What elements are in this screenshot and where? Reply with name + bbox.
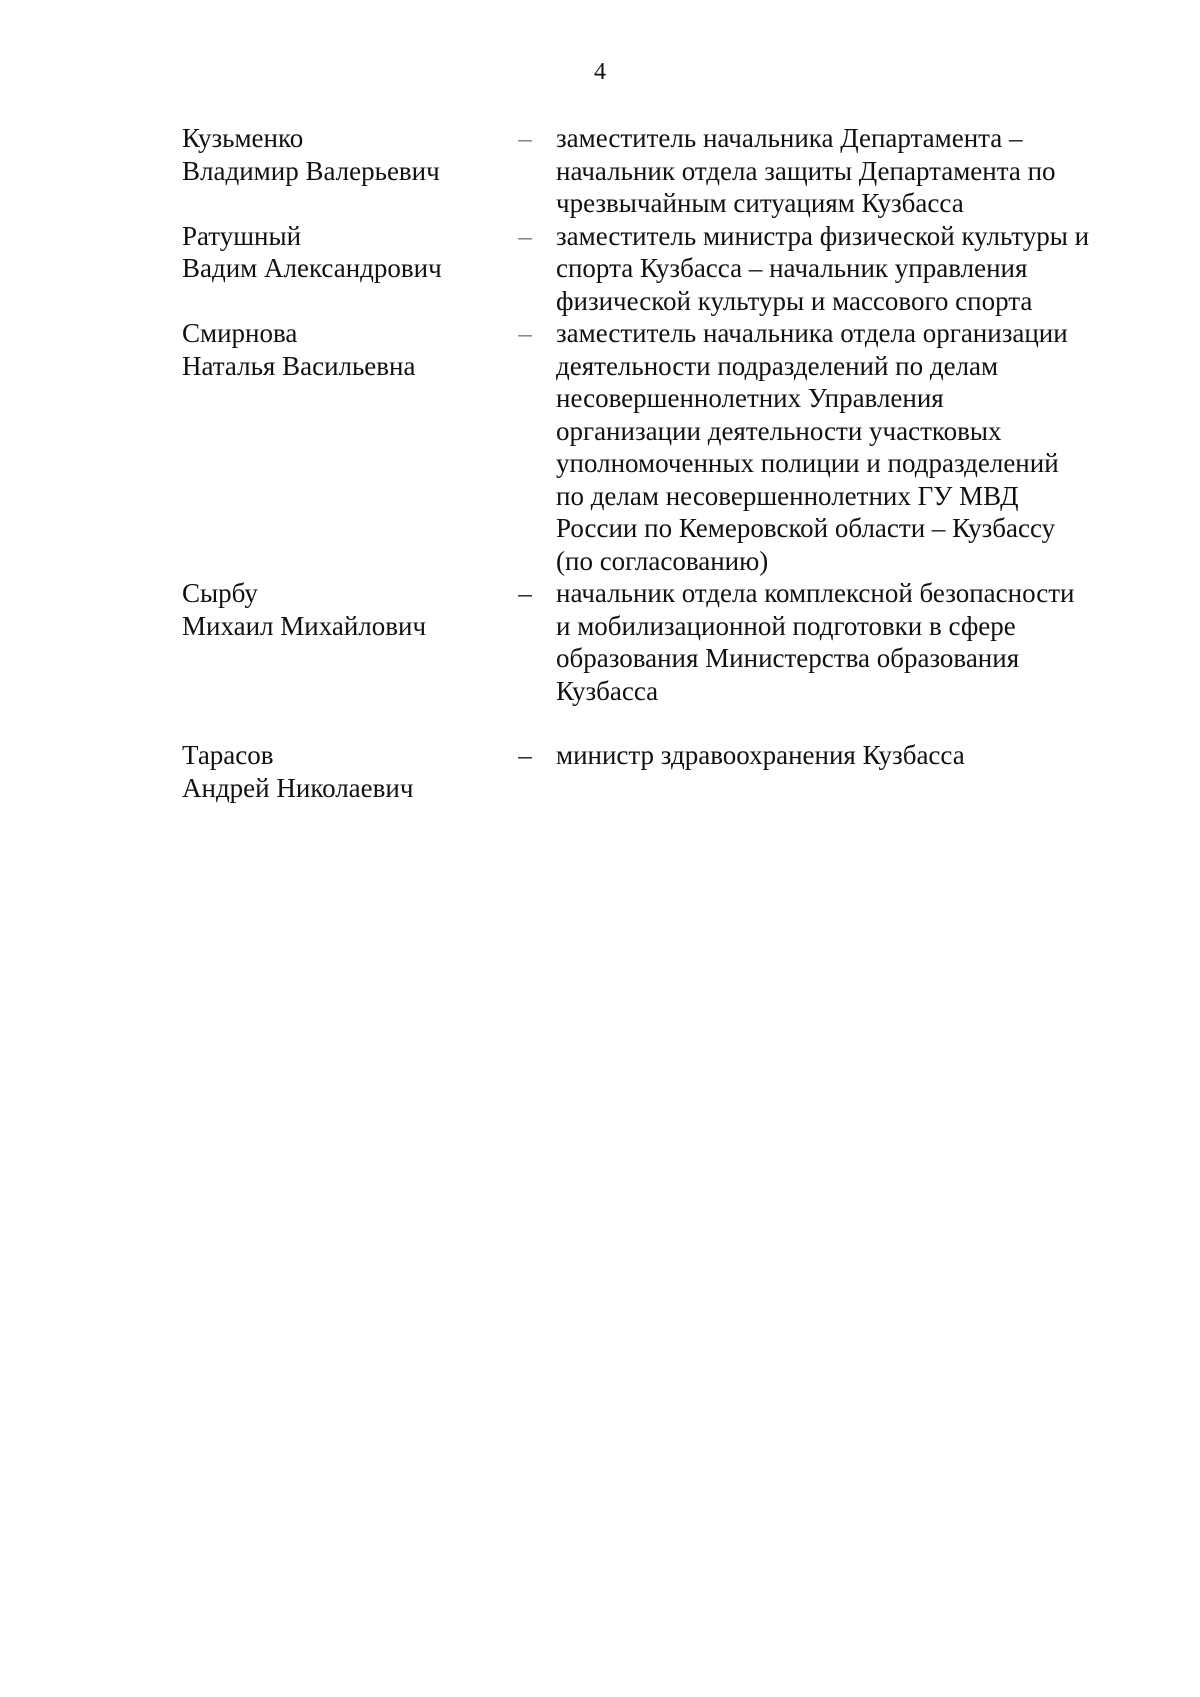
role-line: начальник отдела комплексной безопасности <box>556 578 1075 608</box>
member-role <box>556 577 1122 707</box>
role-line: начальник отдела защиты Департамента по <box>556 155 1056 186</box>
members-list <box>182 122 1122 804</box>
role-line: чрезвычайным ситуациям Кузбасса <box>556 188 964 218</box>
member-surname: Ратушный <box>182 220 302 251</box>
member-given-names: Вадим Александрович <box>182 253 442 283</box>
member-given-names: Наталья Васильевна <box>182 350 416 381</box>
page-number: 4 <box>594 59 606 85</box>
member-surname: Тарасов <box>182 740 274 770</box>
member-surname: Кузьменко <box>182 123 304 153</box>
member-surname: Сырбу <box>182 578 258 608</box>
member-given-names: Михаил Михайлович <box>182 610 427 641</box>
role-line: организации деятельности участковых <box>556 415 1002 446</box>
role-line: физической культуры и массового спорта <box>556 285 1033 316</box>
role-line: по делам несовершеннолетних ГУ МВД <box>556 480 1019 511</box>
member-name <box>182 739 512 804</box>
role-line: образования Министерства образования <box>556 643 1020 673</box>
member-role <box>556 220 1122 318</box>
member-name <box>182 577 512 642</box>
role-line: спорта Кузбасса – начальник управления <box>556 253 1028 283</box>
role-line: несовершеннолетних Управления <box>556 383 944 413</box>
role-line: деятельности подразделений по делам <box>556 350 999 381</box>
member-name <box>182 122 512 187</box>
member-surname: Смирнова <box>182 318 298 348</box>
role-line: заместитель начальника отдела организации <box>556 318 1068 348</box>
dash-separator: – <box>518 123 532 153</box>
member-entry <box>182 577 1122 707</box>
role-line: Кузбасса <box>556 675 659 706</box>
member-entry <box>182 317 1122 577</box>
member-entry <box>182 739 1122 804</box>
member-role <box>556 122 1122 220</box>
role-line: заместитель министра физической культуры и <box>556 220 1090 251</box>
dash-separator: – <box>518 740 532 770</box>
role-line: заместитель начальника Департамента – <box>556 123 1023 153</box>
role-line: (по согласованию) <box>556 545 769 576</box>
role-line: уполномоченных полиции и подразделений <box>556 448 1059 478</box>
member-entry <box>182 122 1122 220</box>
member-role <box>556 739 1122 804</box>
dash-separator: – <box>518 318 532 348</box>
member-given-names: Владимир Валерьевич <box>182 155 440 186</box>
dash-separator: – <box>518 578 532 608</box>
role-line: России по Кемеровской области – Кузбассу <box>556 513 1056 543</box>
member-name <box>182 317 512 382</box>
member-given-names: Андрей Николаевич <box>182 772 414 803</box>
dash-separator: – <box>518 220 532 251</box>
member-role <box>556 317 1122 577</box>
member-entry <box>182 220 1122 318</box>
role-line: министр здравоохранения Кузбасса <box>556 740 965 770</box>
member-name <box>182 220 512 285</box>
role-line: и мобилизационной подготовки в сфере <box>556 610 1016 641</box>
